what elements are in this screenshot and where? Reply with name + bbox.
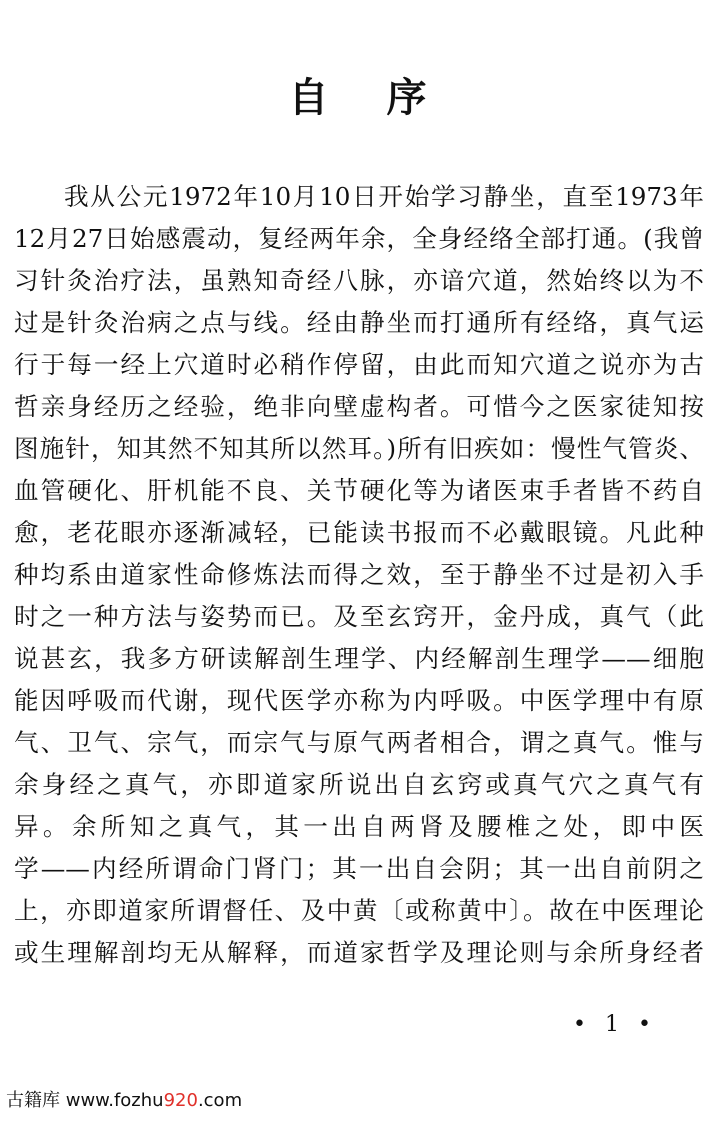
text-line-13: 能因呼吸而代谢，现代医学亦称为内呼吸。中医学理中有原 bbox=[14, 686, 704, 715]
text-line-18: 上，亦即道家所谓督任、及中黄〔或称黄中〕。故在中医理论 bbox=[14, 896, 704, 925]
text-line-4: 过是针灸治病之点与线。经由静坐而打通所有经络，真气运 bbox=[14, 308, 704, 337]
watermark-prefix: 古籍库 www.fozhu bbox=[6, 1090, 164, 1111]
watermark-suffix: .com bbox=[197, 1090, 243, 1111]
page-title bbox=[0, 72, 717, 124]
text-line-9: 愈，老花眼亦逐渐减轻，已能读书报而不必戴眼镜。凡此种 bbox=[14, 518, 704, 547]
text-line-8: 血管硬化、肝机能不良、关节硬化等为诸医束手者皆不药自 bbox=[14, 476, 704, 505]
text-line-12: 说甚玄，我多方研读解剖生理学、内经解剖生理学——细胞 bbox=[14, 644, 704, 673]
source-watermark bbox=[6, 1086, 242, 1112]
watermark-accent: 920 bbox=[163, 1090, 198, 1111]
title-char-1: 自 bbox=[288, 74, 331, 121]
text-line-1: 我从公元1972年10月10日开始学习静坐，直至1973年 bbox=[64, 182, 704, 211]
text-line-2: 12月27日始感震动，复经两年余，全身经络全部打通。(我曾 bbox=[14, 224, 704, 253]
title-char-2: 序 bbox=[386, 74, 429, 121]
text-line-10: 种均系由道家性命修炼法而得之效，至于静坐不过是初入手 bbox=[14, 560, 704, 589]
text-line-19: 或生理解剖均无从解释，而道家哲学及理论则与余所身经者 bbox=[14, 938, 704, 967]
text-line-17: 学——内经所谓命门肾门；其一出自会阴；其一出自前阴之 bbox=[14, 854, 704, 883]
text-line-6: 哲亲身经历之经验，绝非向壁虚构者。可惜今之医家徒知按 bbox=[14, 392, 704, 421]
text-line-16: 异。余所知之真气，其一出自两肾及腰椎之处，即中医 bbox=[14, 812, 704, 841]
text-line-15: 余身经之真气，亦即道家所说出自玄窍或真气穴之真气有 bbox=[14, 770, 704, 799]
text-line-11: 时之一种方法与姿势而已。及至玄窍开，金丹成，真气（此 bbox=[14, 602, 704, 631]
text-line-7: 图施针，知其然不知其所以然耳。)所有旧疾如：慢性气管炎、 bbox=[14, 434, 704, 463]
text-line-14: 气、卫气、宗气，而宗气与原气两者相合，谓之真气。惟与 bbox=[14, 728, 704, 757]
text-line-3: 习针灸治疗法，虽熟知奇经八脉，亦谙穴道，然始终以为不 bbox=[14, 266, 704, 295]
text-line-5: 行于每一经上穴道时必稍作停留，由此而知穴道之说亦为古 bbox=[14, 350, 704, 379]
preface-body bbox=[14, 176, 704, 974]
page-number: • 1 • bbox=[573, 1012, 657, 1037]
